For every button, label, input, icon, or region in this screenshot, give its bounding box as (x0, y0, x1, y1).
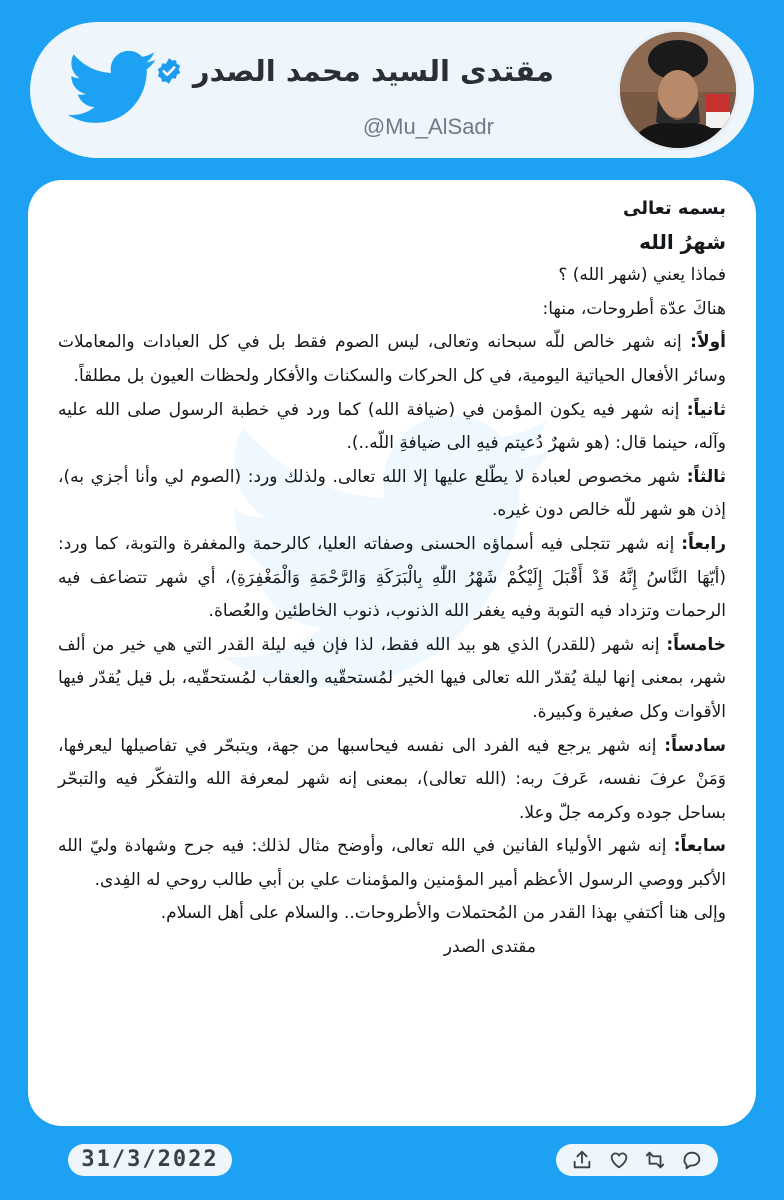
tweet-paragraph-5 (58, 629, 726, 730)
avatar[interactable] (620, 32, 736, 148)
tweet-paragraph-6 (58, 730, 726, 831)
tweet-basmala: بسمه تعالى (623, 198, 726, 219)
user-handle[interactable]: @Mu_AlSadr (362, 114, 494, 139)
display-name[interactable]: مقتدى السيد محمد الصدر (192, 54, 554, 88)
paragraph-text: إنه شهر يرجع فيه الفرد الى نفسه فيحاسبها من جهة، ويتبحّر في تفاصيلها ليعرفها، وَمَنْ عرفَ نفسه، عَرفَ ربه: (الله تعالى)، بمعنى إنه شهر لمعرفة الله والتفكّر فيه والتبحّر بساحل جوده وكرمه جلّ وعلا. (58, 735, 726, 823)
paragraph-text: إنه شهر الأولياء الفانين في الله تعالى، وأوضح مثال لذلك: فيه جرح وشهادة وليّ الله الأكبر ووصي الرسول الأعظم أمير المؤمنين والمؤمنات علي بن أبي طالب روحي له الفِدى. (58, 836, 726, 890)
tweet-actions (556, 1144, 718, 1176)
twitter-bird-icon (68, 50, 158, 126)
avatar-portrait (620, 32, 736, 148)
name-row (155, 54, 554, 88)
tweet-text (58, 192, 726, 965)
paragraph-text: شهر مخصوص لعبادة لا يطّلع عليها إلا الله تعالى. ولذلك ورد: (الصوم لي وأنا أجزي به)، إذن هو شهر للّه خالص دون غيره. (58, 466, 726, 521)
tweet-paragraph-3 (58, 461, 726, 528)
like-icon[interactable] (608, 1149, 630, 1171)
paragraph-label: سادساً: (664, 735, 726, 756)
tweet-paragraph-1 (58, 326, 726, 393)
paragraph-label: خامساً: (666, 634, 726, 655)
tweet-date: 31/3/2022 (68, 1144, 232, 1176)
tweet-paragraph-4 (58, 528, 726, 629)
paragraph-label: رابعاً: (681, 533, 726, 554)
profile-header (30, 22, 754, 158)
paragraph-label: سابعاً: (673, 836, 726, 857)
paragraph-label: ثانياً: (686, 399, 726, 420)
tweet-card (28, 180, 756, 1126)
tweet-question: فماذا يعني (شهر الله) ؟ (558, 265, 726, 286)
share-icon[interactable] (571, 1149, 593, 1171)
verified-badge-icon (155, 57, 183, 85)
tweet-paragraph-7 (58, 830, 726, 897)
paragraph-text: إنه شهر تتجلى فيه أسماؤه الحسنى وصفاته العليا، كالرحمة والمغفرة والتوبة، كما ورد: (أيّهَا النَّاسُ إِنَّهُ قَدْ أَقْبَلَ إِلَيْكُمْ شَهْرُ اللّٰهِ بِالْبَرَكَةِ وَالرَّحْمَةِ وَالْمَغْفِرَةِ)، أي شهر تتضاعف فيه الرحمات وتزداد فيه التوبة وفيه يغفر الله الذنوب، ذنوب الخاطئين والعُصاة. (58, 533, 726, 622)
paragraph-text: إنه شهر (للقدر) الذي هو بيد الله فقط، لذا فإن فيه ليلة القدر التي هي خير من ألف شهر، بمعنى إنها ليلة يُقدّر الله تعالى فيها الخير لمُستحقّيه والعقاب لمُستحقّيه، بل قيل يُقدّر فيها الأقوات وكل صغيرة وكبيرة. (58, 634, 726, 722)
tweet-intro: هناكَ عدّة أطروحات، منها: (542, 298, 726, 319)
tweet-signature: مقتدى الصدر (443, 937, 536, 958)
tweet-paragraph-2 (58, 394, 726, 461)
retweet-icon[interactable] (644, 1149, 666, 1171)
paragraph-label: ثالثاً: (686, 466, 726, 487)
paragraph-text: إنه شهر فيه يكون المؤمن في (ضيافة الله) كما ورد في خطبة الرسول صلى الله عليه وآله، حينما قال: (هو شهرٌ دُعيتم فيهِ الى ضيافةِ اللّه..). (58, 399, 726, 454)
paragraph-text: إنه شهر خالص للّه سبحانه وتعالى، ليس الصوم فقط بل في كل العبادات والمعاملات وسائر الأفعال الحياتية اليومية، في كل الحركات والسكنات والأفكار ولحظات العيون بل مطلقاً. (58, 332, 726, 386)
paragraph-label: أولاً: (690, 332, 726, 353)
tweet-closing: وإلى هنا أكتفي بهذا القدر من المُحتملات والأطروحات.. والسلام على أهل السلام. (160, 903, 726, 924)
tweet-title: شهرُ الله (639, 229, 726, 254)
reply-icon[interactable] (681, 1149, 703, 1171)
